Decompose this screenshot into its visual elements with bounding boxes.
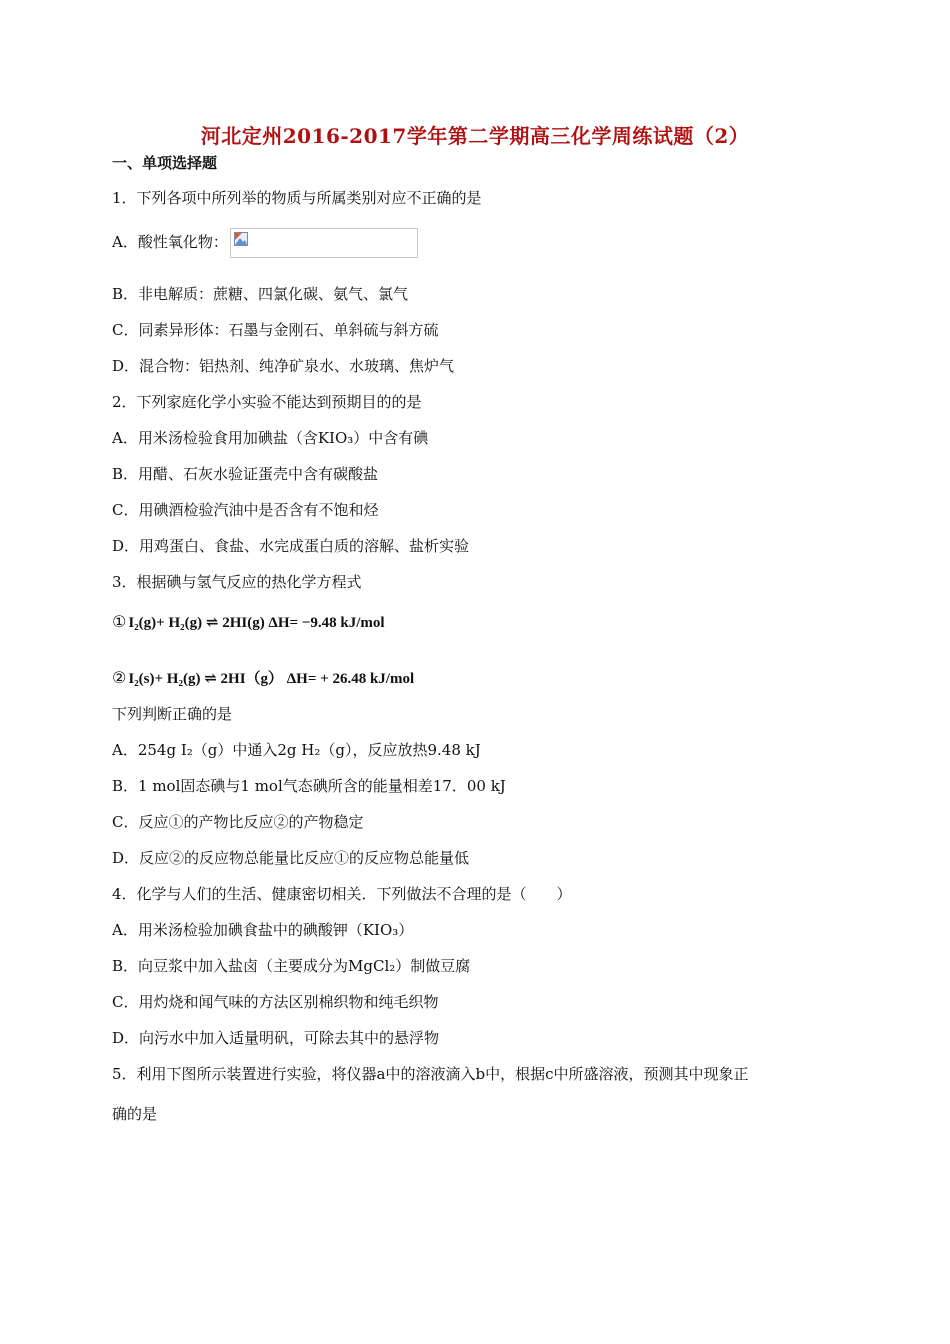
question-5-stem-line-1: 5．利用下图所示装置进行实验，将仪器a中的溶液滴入b中，根据c中所盛溶液，预测其中现象正 [112,1065,749,1083]
missing-image-placeholder [230,228,418,258]
question-3-option-c: C．反应①的产物比反应②的产物稳定 [112,813,364,831]
question-2-option-b: B．用醋、石灰水验证蛋壳中含有碳酸盐 [112,465,379,483]
equation-2-text: I₂(s)+ H₂(g) ⇌ 2HI（g） ΔH= + 26.48 kJ/mol [128,671,415,687]
question-3-stem: 3．根据碘与氢气反应的热化学方程式 [112,573,362,591]
question-5-stem-line-2: 确的是 [112,1105,158,1123]
question-1-stem: 1．下列各项中所列举的物质与所属类别对应不正确的是 [112,189,482,207]
question-2-option-d: D．用鸡蛋白、食盐、水完成蛋白质的溶解、盐析实验 [112,537,470,555]
question-2-option-c: C．用碘酒检验汽油中是否含有不饱和烃 [112,501,379,519]
equation-1-text: I₂(g)+ H₂(g) ⇌ 2HI(g) ΔH= −9.48 kJ/mol [128,615,385,631]
option-a-label: A．酸性氧化物： [112,233,228,251]
question-3-option-b: B．1 mol固态碘与1 mol气态碘所含的能量相差17．00 kJ [112,777,506,795]
question-3-ask: 下列判断正确的是 [112,705,233,723]
question-1-option-c: C．同素异形体：石墨与金刚石、单斜硫与斜方硫 [112,321,439,339]
equation-1-number: ① [112,612,127,631]
section-heading: 一、单项选择题 [112,154,218,172]
question-3-option-d: D．反应②的反应物总能量比反应①的反应物总能量低 [112,849,470,867]
question-3-option-a: A．254g I₂（g）中通入2g H₂（g），反应放热9.48 kJ [112,741,481,759]
question-1-option-a [112,228,418,258]
equation-2-number: ② [112,668,127,687]
question-4-option-d: D．向污水中加入适量明矾，可除去其中的悬浮物 [112,1029,440,1047]
question-4-option-c: C．用灼烧和闻气味的方法区别棉织物和纯毛织物 [112,993,439,1011]
equation-2 [112,668,414,689]
question-1-option-d: D．混合物：铝热剂、纯净矿泉水、水玻璃、焦炉气 [112,357,455,375]
page-title: 河北定州2016-2017学年第二学期高三化学周练试题（2） [200,124,750,148]
question-2-stem: 2．下列家庭化学小实验不能达到预期目的的是 [112,393,422,411]
question-4-stem: 4．化学与人们的生活、健康密切相关．下列做法不合理的是（ ） [112,885,572,903]
equation-1 [112,612,385,633]
question-1-option-b: B．非电解质：蔗糖、四氯化碳、氨气、氯气 [112,285,409,303]
question-2-option-a: A．用米汤检验食用加碘盐（含KIO₃）中含有碘 [112,429,429,447]
question-4-option-b: B．向豆浆中加入盐卤（主要成分为MgCl₂）制做豆腐 [112,957,471,975]
question-4-option-a: A．用米汤检验加碘食盐中的碘酸钾（KIO₃） [112,921,414,939]
broken-image-icon [234,232,248,246]
